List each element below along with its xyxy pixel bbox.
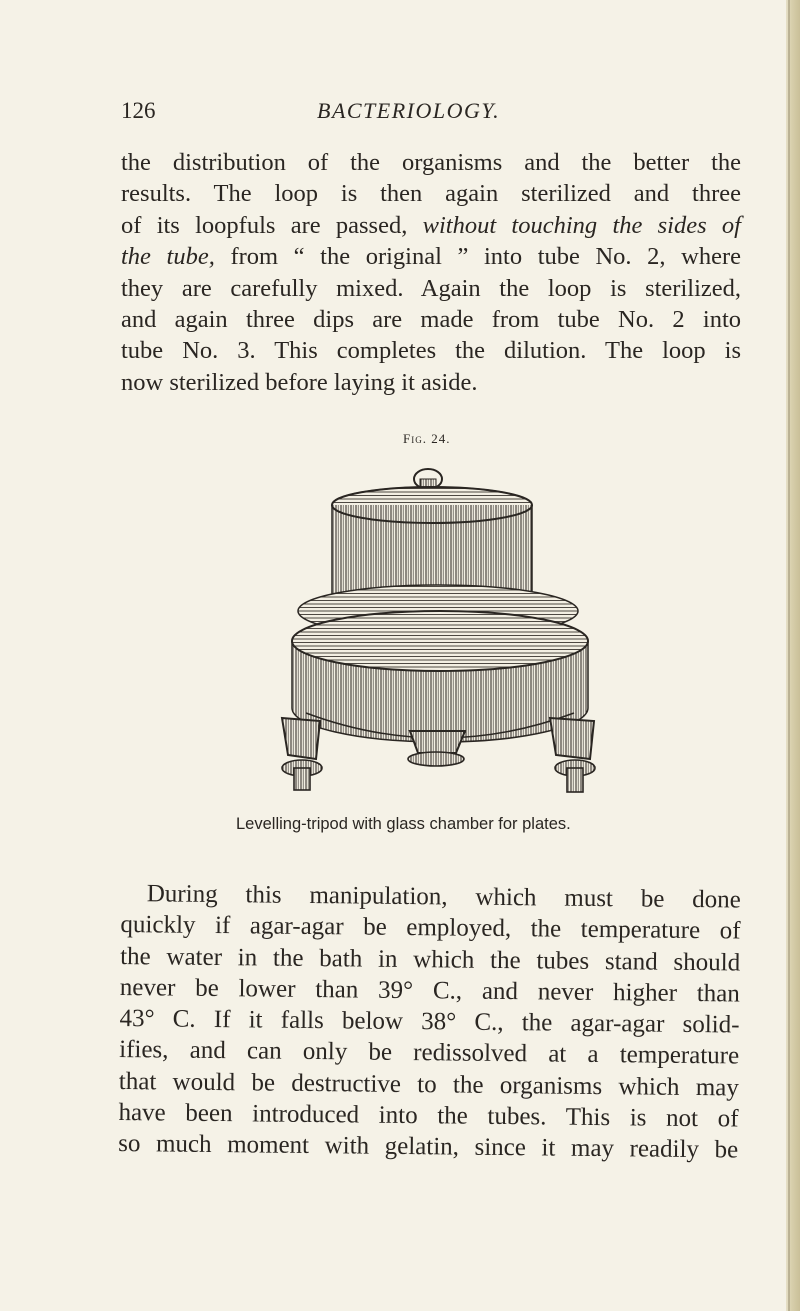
- paragraph-1: [121, 147, 741, 398]
- text-line: tube No. 3. This completes the dilution. The loop is: [121, 337, 741, 365]
- text-line: have been introduced into the tubes. This is not of: [118, 1099, 739, 1133]
- text-line: quickly if agar-agar be employed, the temperature of: [120, 911, 741, 945]
- glass-chamber-base: [292, 611, 588, 742]
- levelling-screws: [282, 752, 595, 792]
- text-line: ifies, and can only be redissolved at a temperature: [119, 1036, 740, 1070]
- text-line: so much moment with gelatin, since it may readily be: [118, 1130, 739, 1164]
- text-line: that would be destructive to the organisms which may: [118, 1067, 739, 1102]
- text-line: and again three dips are made from tube No. 2 into: [121, 306, 741, 334]
- text-line: [121, 241, 741, 272]
- text-run: of its loopfuls are passed,: [121, 211, 423, 239]
- text-line: the distribution of the organisms and the better the: [121, 149, 741, 176]
- figure-caption: Levelling-tripod with glass chamber for plates.: [236, 815, 571, 833]
- paragraph-2: [118, 878, 741, 1166]
- italic-run: the tube,: [121, 243, 215, 271]
- figure-label: Fig. 24.: [403, 431, 451, 446]
- figure-illustration: [260, 463, 620, 808]
- italic-run: without touching the sides of: [422, 211, 741, 239]
- text-run: from “ the original ” into tube No. 2, where: [214, 243, 741, 271]
- page-header: [121, 98, 721, 132]
- text-line: During this manipulation, which must be done: [146, 880, 741, 914]
- running-head: BACTERIOLOGY.: [317, 98, 501, 123]
- text-line: now sterilized before laying it aside.: [121, 368, 478, 396]
- page-number: 126: [121, 98, 156, 123]
- text-line: [121, 210, 741, 241]
- text-line: 43° C. If it falls below 38° C., the agar-agar solid-: [119, 1005, 740, 1039]
- page-edge-shadow: [788, 0, 790, 1311]
- text-line: the water in the bath in which the tubes stand should: [120, 942, 741, 977]
- text-line: they are carefully mixed. Again the loop is sterilized,: [121, 274, 741, 302]
- text-line: results. The loop is then again sterilized and three: [121, 180, 741, 208]
- text-line: never be lower than 39° C., and never higher than: [119, 973, 740, 1008]
